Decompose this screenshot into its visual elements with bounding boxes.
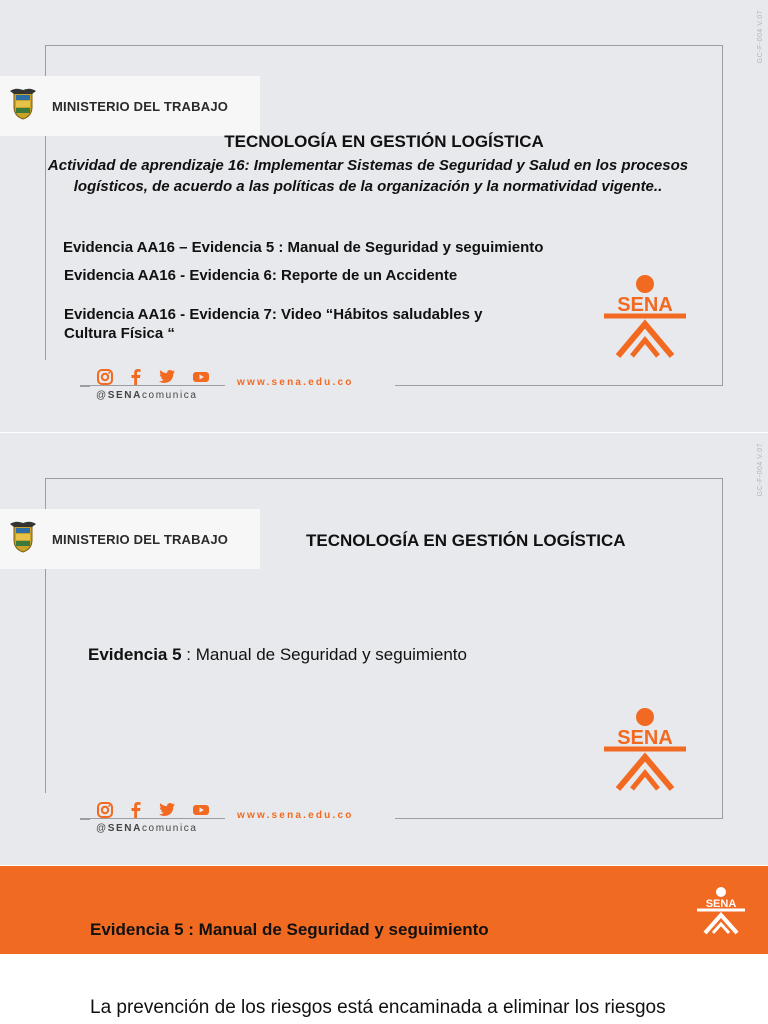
- social-links: [96, 801, 210, 824]
- facebook-icon[interactable]: [130, 368, 142, 391]
- ministry-header: [0, 509, 260, 569]
- colombia-coat-of-arms-icon: [8, 87, 38, 126]
- twitter-icon[interactable]: [158, 802, 176, 823]
- sena-logo-text: SENA: [617, 294, 673, 316]
- instagram-icon[interactable]: [96, 801, 114, 824]
- sena-logo: [600, 272, 690, 362]
- slide-3: [0, 866, 768, 1024]
- facebook-icon[interactable]: [130, 801, 142, 824]
- sena-logo: [600, 705, 690, 795]
- slide-title: TECNOLOGÍA EN GESTIÓN LOGÍSTICA: [224, 132, 544, 151]
- intro-paragraph: La prevención de los riesgos está encaminada a eliminar los riesgos: [90, 997, 666, 1018]
- activity-subtitle: Actividad de aprendizaje 16: Implementar Sistemas de Seguridad y Salud en los procesos logísticos, de acuerdo a las políticas de la organización y la normatividad vigente..: [47, 157, 689, 195]
- evidence-heading: Evidencia 5 : Manual de Seguridad y seguimiento: [88, 645, 467, 664]
- website-link[interactable]: www.sena.edu.co: [237, 810, 354, 821]
- slide-title: TECNOLOGÍA EN GESTIÓN LOGÍSTICA: [306, 531, 626, 550]
- ministry-label: MINISTERIO DEL TRABAJO: [52, 98, 229, 114]
- ministry-label: MINISTERIO DEL TRABAJO: [52, 531, 229, 547]
- twitter-icon[interactable]: [158, 369, 176, 390]
- sena-logo-text: SENA: [617, 727, 673, 749]
- banner-title: Evidencia 5 : Manual de Seguridad y seguimiento: [90, 920, 489, 939]
- website-link[interactable]: www.sena.edu.co: [237, 377, 354, 388]
- slide-1: [0, 0, 768, 432]
- evidence-item-6: Evidencia AA16 - Evidencia 6: Reporte de un Accidente: [64, 267, 458, 284]
- document-code: GC-F-004 V.07: [757, 443, 764, 497]
- youtube-icon[interactable]: [192, 370, 210, 389]
- evidence-item-7: Evidencia AA16 - Evidencia 7: Video “Hábitos saludables y Cultura Física “: [64, 306, 483, 342]
- document-code: GC-F-004 V.07: [757, 10, 764, 64]
- slide-2: [0, 433, 768, 865]
- sena-logo-text: SENA: [705, 898, 737, 910]
- social-links: [96, 368, 210, 391]
- evidence-item-5: Evidencia AA16 – Evidencia 5 : Manual de Seguridad y seguimiento: [63, 239, 544, 256]
- youtube-icon[interactable]: [192, 803, 210, 822]
- orange-banner: [0, 866, 768, 954]
- ministry-header: [0, 76, 260, 136]
- social-handle: @SENAcomunica: [96, 390, 198, 401]
- sena-logo: [694, 886, 748, 936]
- colombia-coat-of-arms-icon: [8, 520, 38, 559]
- instagram-icon[interactable]: [96, 368, 114, 391]
- social-handle: @SENAcomunica: [96, 823, 198, 834]
